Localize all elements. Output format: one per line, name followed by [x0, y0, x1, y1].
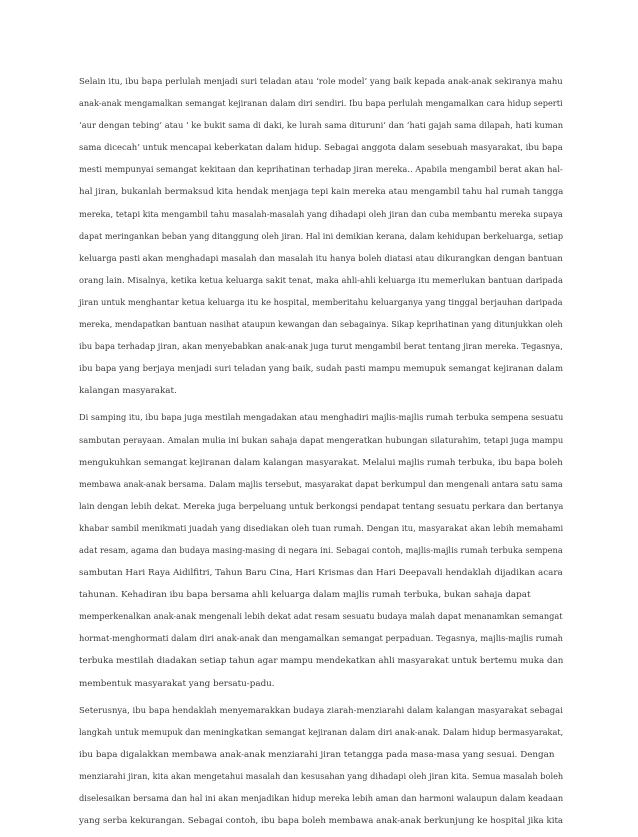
text-line: hormat-menghormati dalam diri anak-anak dan mengamalkan semangat perpaduan. Tegasnya, majlis-majlis rumah	[79, 634, 563, 645]
text-line: Seterusnya, ibu bapa hendaklah menyemarakkan budaya ziarah-menziarahi dalam kalangan masyarakat sebagai	[79, 705, 563, 716]
text-line: mesti mempunyai semangat kekitaan dan keprihatinan terhadap jiran mereka.. Apabila mengambil berat akan hal-	[79, 165, 563, 176]
paragraph-2	[79, 407, 563, 694]
text-line: adat resam, agama dan budaya masing-masing di negara ini. Sebagai contoh, majlis-majlis rumah terbuka sempena	[79, 545, 563, 556]
text-line: membentuk masyarakat yang bersatu-padu.	[79, 678, 275, 689]
text-line: ibu bapa yang berjaya menjadi suri teladan yang baik, sudah pasti mampu memupuk semangat kejiranan dalam	[79, 364, 564, 375]
text-line: yang serba kekurangan. Sebagai contoh, ibu bapa boleh membawa anak-anak berkunjung ke hospital jika kita	[79, 816, 564, 827]
text-line: anak-anak mengamalkan semangat kejiranan dalam diri sendiri. Ibu bapa perlulah mengamalkan cara hidup seperti	[79, 99, 563, 110]
text-line: membawa anak-anak bersama. Dalam majlis tersebut, masyarakat dapat berkumpul dan mengenali antara satu sama	[79, 479, 563, 490]
text-line: mereka, mendapatkan bantuan nasihat ataupun kewangan dan sebagainya. Sikap keprihatinan yang ditunjukkan oleh	[79, 320, 563, 331]
text-line: langkah untuk memupuk dan meningkatkan semangat kejiranan dalam diri anak-anak. Dalam hidup bermasyarakat,	[79, 727, 564, 738]
text-line: lain dengan lebih dekat. Mereka juga berpeluang untuk berkongsi pendapat tentang sesuatu perkara dan bertanya	[79, 501, 564, 512]
text-line: mereka, tetapi kita mengambil tahu masalah-masalah yang dihadapi oleh jiran dan cuba membantu mereka supaya	[79, 209, 563, 220]
text-line: ibu bapa digalakkan membawa anak-anak menziarahi jiran tetangga pada masa-masa yang sesuai. Dengan	[79, 749, 555, 760]
text-line: orang lain. Misalnya, ketika ketua keluarga sakit tenat, maka ahli-ahli keluarga itu memerlukan bantuan daripada	[79, 275, 563, 286]
text-line: ibu bapa terhadap jiran, akan menyebabkan anak-anak juga turut mengambil berat tentang jiran mereka. Tegasnya,	[79, 342, 563, 353]
paragraph-1	[79, 71, 563, 402]
text-line: keluarga pasti akan menghadapi masalah dan masalah itu hanya boleh diatasi atau dikurangkan dengan bantuan	[79, 253, 563, 264]
text-line: sambutan Hari Raya Aidilfitri, Tahun Baru Cina, Hari Krismas dan Hari Deepavali hendaklah dijadikan acara	[79, 568, 563, 579]
text-line: ‘aur dengan tebing’ atau ‘ ke bukit sama di daki, ke lurah sama dituruni’ dan ‘hati gajah sama dilapah, hati kuman	[79, 121, 564, 132]
document-body	[79, 71, 563, 837]
text-line: terbuka mestilah diadakan setiap tahun agar mampu mendekatkan ahli masyarakat untuk bertemu muka dan	[79, 656, 564, 667]
text-line: diselesaikan bersama dan hal ini akan menjadikan hidup mereka lebih aman dan harmoni walaupun dalam keadaan	[79, 794, 564, 804]
text-line: kalangan masyarakat.	[79, 386, 177, 397]
text-line: menziarahi jiran, kita akan mengetahui masalah dan kesusahan yang dihadapi oleh jiran kita. Semua masalah boleh	[79, 771, 564, 782]
text-line: khabar sambil menikmati juadah yang disediakan oleh tuan rumah. Dengan itu, masyarakat akan lebih memahami	[79, 523, 564, 534]
text-line: memperkenalkan anak-anak mengenali lebih dekat adat resam sesuatu budaya malah dapat menanamkan semangat	[79, 612, 563, 623]
paragraph-3	[79, 700, 563, 833]
text-line: tahunan. Kehadiran ibu bapa bersama ahli keluarga dalam majlis rumah terbuka, bukan sahaja dapat	[79, 590, 531, 601]
text-line: sama dicecah’ untuk mencapai keberkatan dalam hidup. Sebagai anggota dalam sesebuah masyarakat, ibu bapa	[79, 143, 563, 154]
text-line: Selain itu, ibu bapa perlulah menjadi suri teladan atau ‘role model’ yang baik kepada anak-anak sekiranya mahu	[79, 77, 563, 87]
text-line: sambutan perayaan. Amalan mulia ini bukan sahaja dapat mengeratkan hubungan silaturahim, tetapi juga mampu	[79, 435, 564, 446]
text-line: jiran untuk menghantar ketua keluarga itu ke hospital, memberitahu keluarganya yang tinggal berjauhan daripada	[79, 297, 563, 308]
text-line: mengukuhkan semangat kejiranan dalam kalangan masyarakat. Melalui majlis rumah terbuka, ibu bapa boleh	[79, 457, 563, 468]
text-line: hal jiran, bukanlah bermaksud kita hendak menjaga tepi kain mereka atau mengambil tahu hal rumah tangga	[79, 187, 564, 198]
text-line: dapat meringankan beban yang ditanggung oleh jiran. Hal ini demikian kerana, dalam kehidupan berkeluarga, setiap	[79, 231, 564, 242]
text-line: Di samping itu, ibu bapa juga mestilah mengadakan atau menghadiri majlis-majlis rumah terbuka sempena sesuatu	[79, 413, 564, 424]
